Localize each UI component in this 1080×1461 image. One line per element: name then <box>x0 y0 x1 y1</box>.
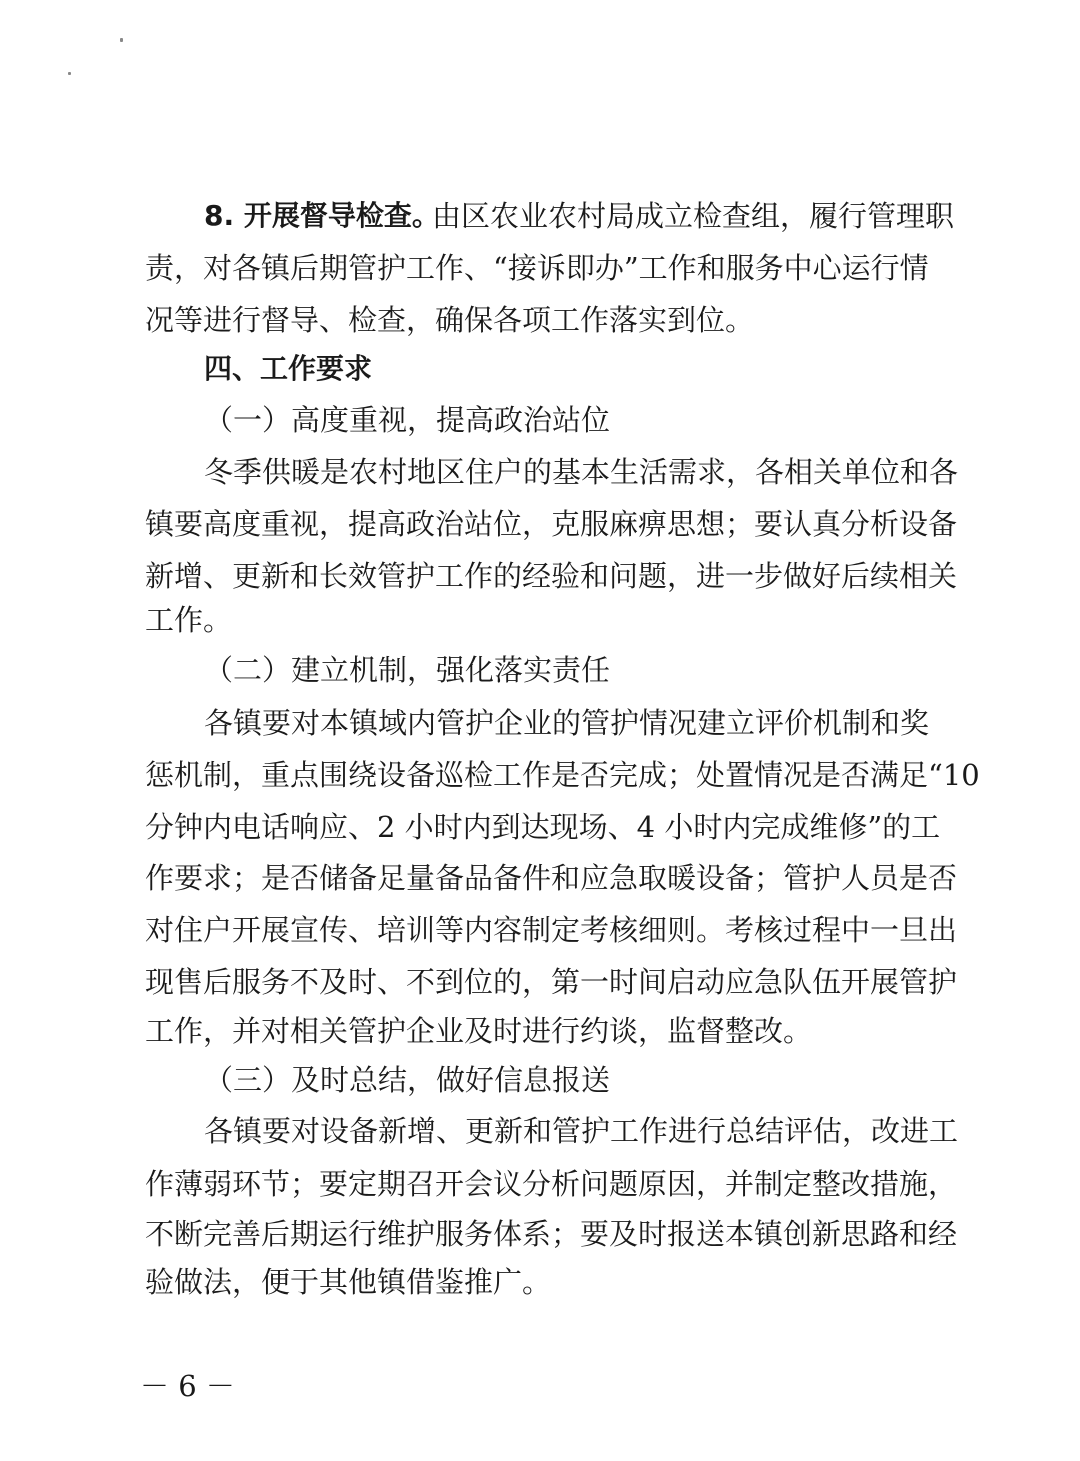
section-lead-bold: 8. 开展督导检查。 <box>204 199 440 232</box>
subheading-text: （一）高度重视，提高政治站位 <box>204 403 611 437</box>
line-text: 况等进行督导、检查，确保各项工作落实到位。 <box>145 303 755 337</box>
subsection-heading <box>0 400 1080 440</box>
line-text: 验做法，便于其他镇借鉴推广。 <box>145 1265 552 1299</box>
scan-speck <box>120 38 123 42</box>
paragraph-line <box>0 858 1080 898</box>
line-text: 各镇要对本镇域内管护企业的管护情况建立评价机制和奖 <box>204 706 930 740</box>
heading-text: 四、工作要求 <box>204 352 373 385</box>
subsection-heading <box>0 1060 1080 1100</box>
paragraph-line <box>0 1164 1080 1204</box>
line-text: 新增、更新和长效管护工作的经验和问题，进一步做好后续相关 <box>145 559 958 593</box>
line-text: 作要求；是否储备足量备品备件和应急取暖设备；管护人员是否 <box>145 861 958 895</box>
paragraph-line <box>0 755 1080 795</box>
paragraph-line <box>0 600 1080 640</box>
line-text: 责，对各镇后期管护工作、“接诉即办”工作和服务中心运行情 <box>145 251 929 285</box>
paragraph-line <box>0 452 1080 492</box>
line-text: 镇要高度重视，提高政治站位，克服麻痹思想；要认真分析设备 <box>145 507 958 541</box>
paragraph-line <box>0 556 1080 596</box>
line-text: 作薄弱环节；要定期召开会议分析问题原因，并制定整改措施， <box>145 1167 958 1201</box>
scan-speck <box>68 72 71 75</box>
paragraph-line <box>0 196 1080 236</box>
line-text: 工作。 <box>145 603 233 637</box>
section-heading <box>0 349 1080 389</box>
paragraph-line <box>0 1011 1080 1051</box>
paragraph-line <box>0 910 1080 950</box>
line-text: 分钟内电话响应、2 小时内到达现场、4 小时内完成维修”的工 <box>145 810 941 844</box>
paragraph-line <box>0 807 1080 847</box>
paragraph-line <box>0 300 1080 340</box>
subsection-heading <box>0 650 1080 690</box>
line-text: 不断完善后期运行维护服务体系；要及时报送本镇创新思路和经 <box>145 1217 958 1251</box>
paragraph-line <box>0 248 1080 288</box>
paragraph-line <box>0 703 1080 743</box>
line-text: 对住户开展宣传、培训等内容制定考核细则。考核过程中一旦出 <box>145 913 958 947</box>
paragraph-line <box>0 1262 1080 1302</box>
line-text: 由区农业农村局成立检查组，履行管理职 <box>432 199 955 233</box>
line-text: 惩机制，重点围绕设备巡检工作是否完成；处置情况是否满足“10 <box>145 758 980 792</box>
page-number <box>0 1366 1080 1406</box>
line-text: 现售后服务不及时、不到位的，第一时间启动应急队伍开展管护 <box>145 965 958 999</box>
line-text: 冬季供暖是农村地区住户的基本生活需求，各相关单位和各 <box>204 455 959 489</box>
subheading-text: （二）建立机制，强化落实责任 <box>204 653 611 687</box>
paragraph-line <box>0 504 1080 544</box>
page-number-text: － 6 － <box>140 1369 235 1403</box>
paragraph-line <box>0 1214 1080 1254</box>
line-text: 各镇要对设备新增、更新和管护工作进行总结评估，改进工 <box>204 1114 959 1148</box>
subheading-text: （三）及时总结，做好信息报送 <box>204 1063 611 1097</box>
line-text: 工作，并对相关管护企业及时进行约谈，监督整改。 <box>145 1014 813 1048</box>
paragraph-line <box>0 1111 1080 1151</box>
paragraph-line <box>0 962 1080 1002</box>
